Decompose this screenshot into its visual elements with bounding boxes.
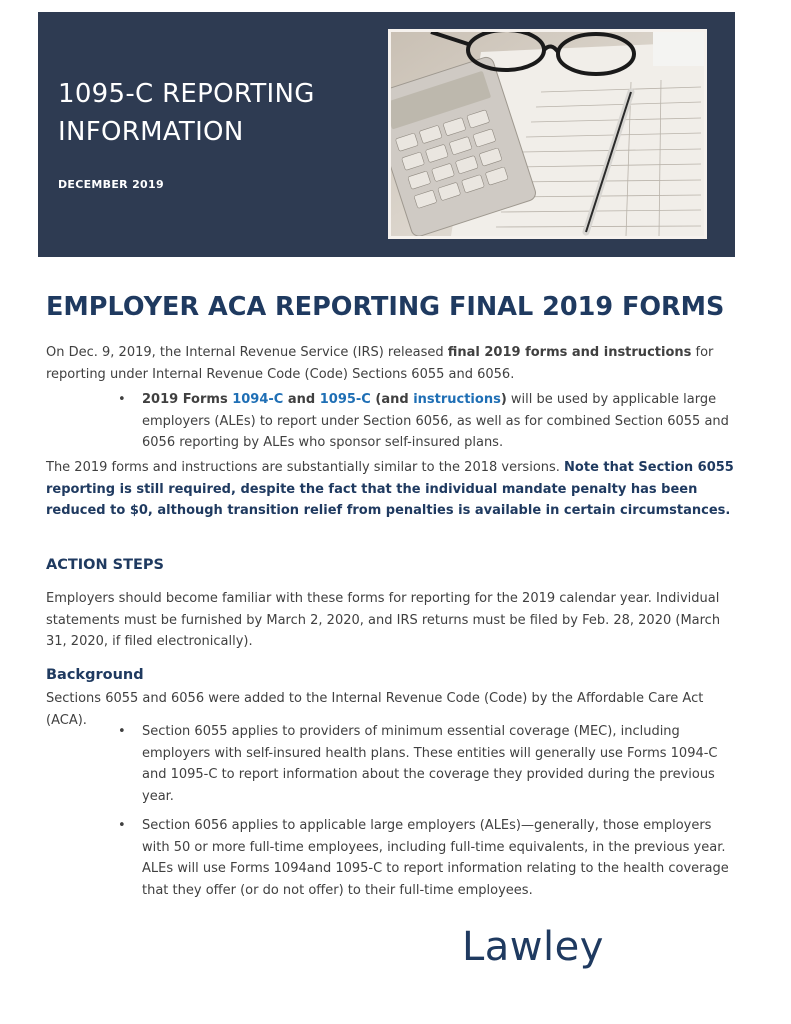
action-steps-text: Employers should become familiar with these forms for reporting for the 2019 calendar year. Individual statements must be furnished by March 2, 2020, and IRS returns must be filed by Feb. 28, 2020 (March 31, 2020, if filed electronically).: [46, 591, 721, 649]
banner-title-line2: INFORMATION: [58, 117, 244, 147]
action-steps-heading: ACTION STEPS: [46, 557, 164, 573]
form-1094c-link[interactable]: 1094-C: [232, 392, 284, 407]
forms-and-2: (and: [370, 392, 414, 407]
similar-emphasis-text: Note that Section 6055 reporting is still required, despite the fact that the individual mandate penalty has been reduced to $0, although transition relief from penalties is available in certain circumstances.: [46, 460, 734, 518]
header-banner: [38, 12, 735, 257]
instructions-link[interactable]: instructions: [413, 392, 501, 407]
form-1095c-link[interactable]: 1095-C: [319, 392, 371, 407]
page-title: EMPLOYER ACA REPORTING FINAL 2019 FORMS: [46, 292, 725, 322]
lawley-logo: Lawley: [462, 924, 604, 970]
background-bullet-6055: • Section 6055 applies to providers of minimum essential coverage (MEC), including employers with self-insured health plans. These entities will generally use Forms 1094-C and 1095-C to report information about the coverage they provided during the previous year.: [142, 721, 742, 807]
banner-date: DECEMBER 2019: [58, 178, 164, 191]
intro-text-2: for reporting under Internal Revenue Code (Code) Sections 6055 and 6056.: [46, 345, 714, 382]
forms-prefix: 2019 Forms: [142, 392, 233, 407]
intro-paragraph: [46, 342, 736, 385]
calculator-glasses-pen-photo: [388, 29, 707, 239]
forms-and-1: and: [283, 392, 320, 407]
photo-illustration: [391, 32, 704, 236]
background-text: Sections 6055 and 6056 were added to the Internal Revenue Code (Code) by the Affordable Care Act (ACA).: [46, 691, 704, 728]
background-bullet-list: [142, 721, 742, 909]
intro-text-1: On Dec. 9, 2019, the Internal Revenue Service (IRS) released: [46, 345, 448, 360]
banner-title-line1: 1095-C REPORTING: [58, 79, 315, 109]
similar-plain-text: The 2019 forms and instructions are substantially similar to the 2018 versions.: [46, 460, 565, 475]
background-bullet-6056: • Section 6056 applies to applicable large employers (ALEs)—generally, those employers with 50 or more full-time employees, including full-time equivalents, in the previous year. ALEs will use Forms 1094and 1095-C to report information relating to the health coverage that they offer (or do not offer) to their full-time employees.: [142, 815, 742, 901]
forms-bullet-list: [142, 389, 742, 462]
banner-title: [58, 75, 315, 151]
forms-close: ): [500, 392, 507, 407]
mug: [653, 32, 704, 66]
forms-bullet-item: [142, 389, 742, 454]
background-heading: Background: [46, 667, 144, 683]
similar-paragraph: [46, 457, 736, 522]
intro-bold-text: final 2019 forms and instructions: [447, 345, 692, 360]
forms-rest: will be used by applicable large employers (ALEs) to report under Section 6056, as well as for combined Section 6055 and 6056 reporting by ALEs who sponsor self-insured plans.: [142, 392, 729, 450]
